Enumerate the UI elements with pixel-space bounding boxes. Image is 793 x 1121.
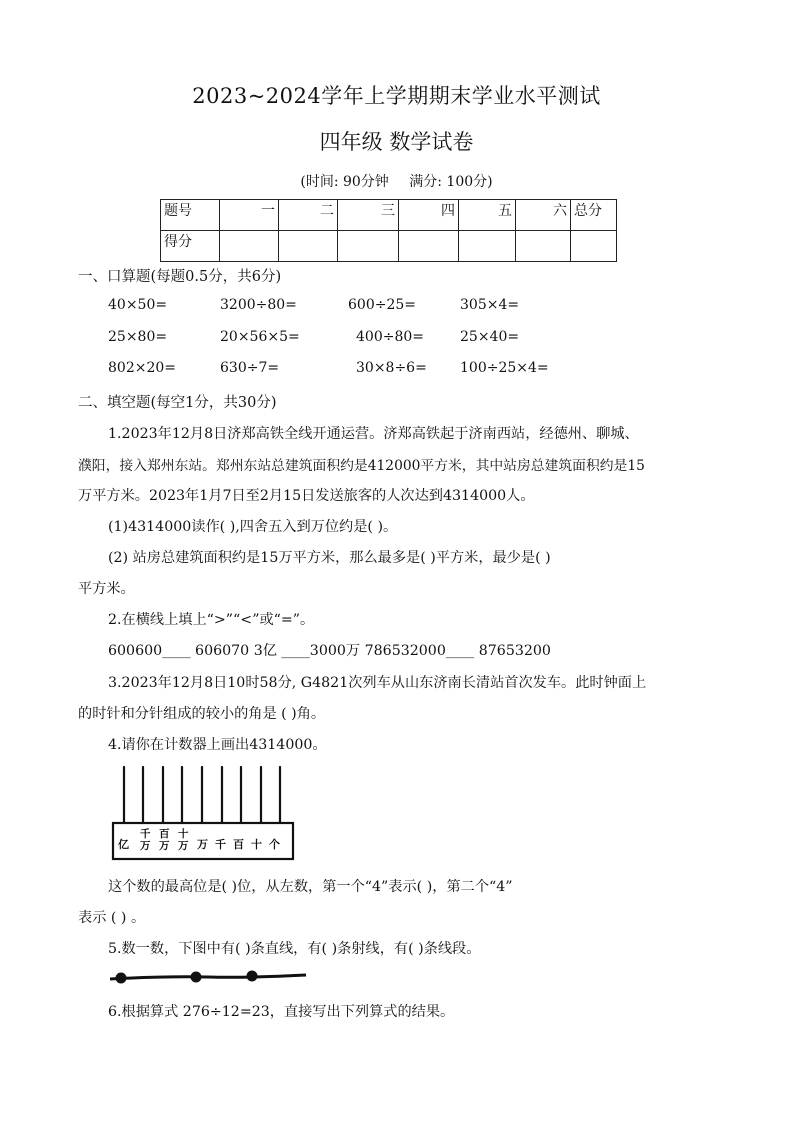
abacus-label: 十万 <box>178 828 189 852</box>
q3-line: 的时针和分针组成的较小的角是 ( )角。 <box>78 706 326 722</box>
calc-item: 600÷25= <box>348 297 416 313</box>
exam-meta <box>0 171 793 191</box>
exam-subtitle: 四年级 数学试卷 <box>319 130 474 154</box>
q4-text: 4.请你在计数器上画出4314000。 <box>108 737 327 753</box>
score-info: 满分: 100分) <box>409 174 493 190</box>
q1-sub1: (1)4314000读作( ),四舍五入到万位约是( )。 <box>108 519 398 535</box>
q3-line: 3.2023年12月8日10时58分, G4821次列车从山东济南长清站首次发车。此时钟面上 <box>108 675 647 691</box>
abacus-label: 千万 <box>140 828 151 852</box>
score-head-cell: 三 <box>338 200 399 231</box>
q1-line: 濮阳，接入郑州东站。郑州东站总建筑面积约是412000平方米，其中站房总建筑面积约是15 <box>78 458 645 474</box>
calc-item: 802×20= <box>108 360 176 376</box>
q4-fill: 表示 ( ) 。 <box>78 910 146 926</box>
abacus-label: 百 <box>233 838 244 851</box>
score-head-cell: 题号 <box>161 200 220 231</box>
q2-text: 2.在横线上填上“>”“<”或“=”。 <box>108 612 315 628</box>
score-cell[interactable] <box>571 231 617 262</box>
score-cell[interactable] <box>516 231 571 262</box>
score-cell[interactable] <box>279 231 338 262</box>
q1-line: 1.2023年12月8日济郑高铁全线开通运营。济郑高铁起于济南西站，经德州、聊城、 <box>108 426 639 442</box>
q4-fill: 这个数的最高位是( )位，从左数，第一个“4”表示( )，第二个“4” <box>108 879 513 895</box>
score-head-cell: 二 <box>279 200 338 231</box>
calc-item: 630÷7= <box>220 360 280 376</box>
score-cell[interactable] <box>459 231 516 262</box>
abacus-label: 千 <box>215 838 226 851</box>
score-head-cell: 五 <box>459 200 516 231</box>
calc-item: 25×80= <box>108 329 168 345</box>
q2-items: 600600____ 606070 3亿 ____3000万 786532000____ 87653200 <box>108 643 551 659</box>
abacus-label: 百万 <box>159 828 170 852</box>
score-head-cell: 总分 <box>571 200 617 231</box>
section1-heading: 一、口算题(每题0.5分，共6分) <box>78 269 282 285</box>
score-cell[interactable] <box>399 231 459 262</box>
line-point <box>116 973 127 984</box>
score-table <box>160 199 617 262</box>
calc-item: 400÷80= <box>356 329 424 345</box>
score-row-label: 得分 <box>161 231 220 262</box>
q1-sub2-end: 平方米。 <box>78 581 135 597</box>
line-figure <box>108 966 308 990</box>
calc-item: 25×40= <box>460 329 520 345</box>
abacus-label: 亿 <box>118 838 129 851</box>
q5-text: 5.数一数，下图中有( )条直线，有( )条射线，有( )条线段。 <box>108 941 481 957</box>
q1-line: 万平方米。2023年1月7日至2月15日发送旅客的人次达到4314000人。 <box>78 488 535 504</box>
score-table-score-row <box>161 231 617 262</box>
section2-heading: 二、填空题(每空1分，共30分) <box>78 395 277 411</box>
abacus-label: 十 <box>251 838 262 851</box>
score-cell[interactable] <box>338 231 399 262</box>
calc-item: 40×50= <box>108 297 168 313</box>
score-head-cell: 四 <box>399 200 459 231</box>
calc-item: 100÷25×4= <box>460 360 549 376</box>
time-info: (时间: 90分钟 <box>300 174 389 190</box>
calc-item: 3200÷80= <box>220 297 297 313</box>
score-table-head-row <box>161 200 617 231</box>
score-head-cell: 一 <box>220 200 279 231</box>
line-point <box>191 972 202 983</box>
calc-item: 305×4= <box>460 297 520 313</box>
line-point <box>247 971 258 982</box>
abacus-label: 个 <box>269 838 280 851</box>
score-head-cell: 六 <box>516 200 571 231</box>
calc-item: 20×56×5= <box>220 329 300 345</box>
score-cell[interactable] <box>220 231 279 262</box>
calc-item: 30×8÷6= <box>356 360 427 376</box>
line-stroke <box>110 975 306 979</box>
exam-title: 2023~2024学年上学期期末学业水平测试 <box>192 84 601 108</box>
q6-text: 6.根据算式 276÷12=23，直接写出下列算式的结果。 <box>108 1004 455 1020</box>
abacus-label: 万 <box>197 838 208 851</box>
q1-sub2: (2) 站房总建筑面积约是15万平方米，那么最多是( )平方米，最少是( ) <box>108 550 551 566</box>
